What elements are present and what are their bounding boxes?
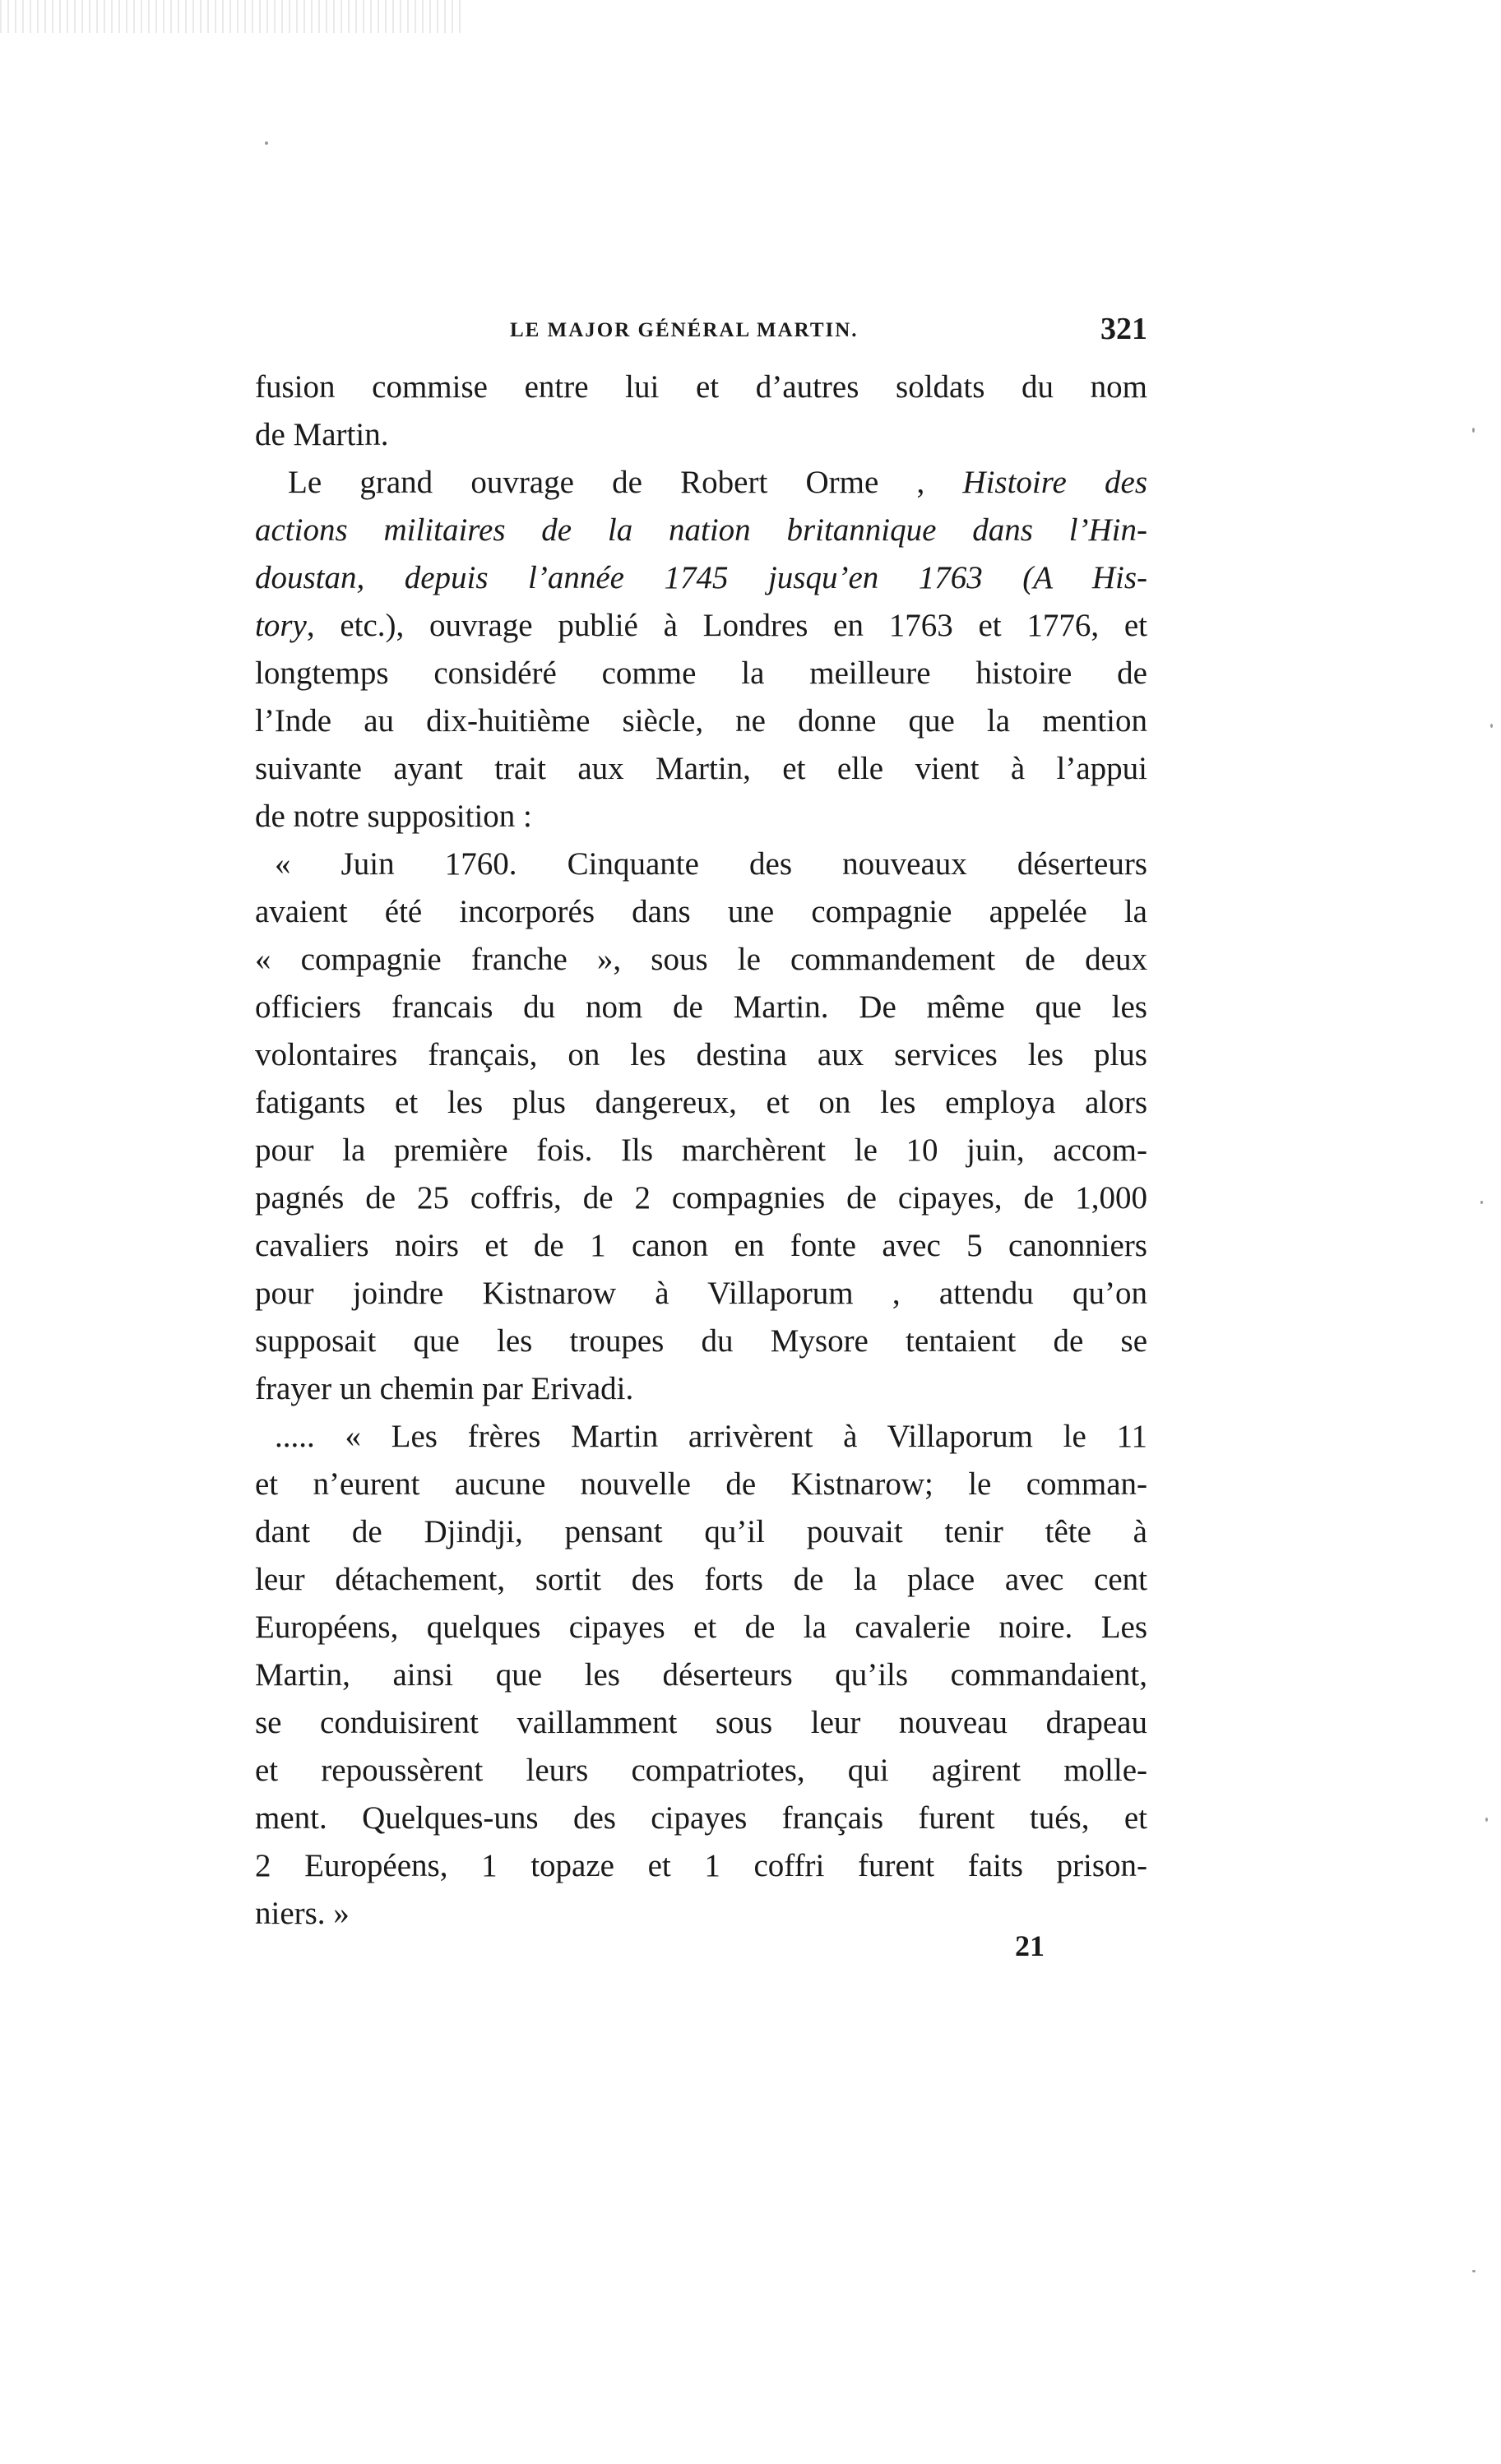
text-line: et repoussèrent leurs compatriotes, qui agirent molle-	[255, 1753, 1147, 1788]
text-line: officiers francais du nom de Martin. De même que les	[255, 989, 1147, 1025]
text-line: et n’eurent aucune nouvelle de Kistnarow; le comman-	[255, 1466, 1147, 1502]
scan-speck	[1490, 724, 1493, 728]
text-line: fatigants et les plus dangereux, et on les employa alors	[255, 1085, 1147, 1120]
text-line: avaient été incorporés dans une compagnie appelée la	[255, 894, 1147, 929]
text-line: cavaliers noirs et de 1 canon en fonte avec 5 canonniers	[255, 1228, 1147, 1263]
text-line: pour joindre Kistnarow à Villaporum , attendu qu’on	[255, 1276, 1147, 1311]
text-line: Européens, quelques cipayes et de la cavalerie noire. Les	[255, 1609, 1147, 1645]
text-line: pagnés de 25 coffris, de 2 compagnies de cipayes, de 1,000	[255, 1180, 1147, 1216]
text-line: niers. »	[255, 1896, 350, 1931]
scan-speck	[1472, 428, 1475, 433]
text-line	[255, 459, 1147, 507]
text-line: volontaires français, on les destina aux services les plus	[255, 1037, 1147, 1072]
scan-speck	[1485, 1818, 1488, 1822]
text-segment: Le grand ouvrage de Robert Orme ,	[288, 465, 963, 500]
text-line: longtemps considéré comme la meilleure histoire de	[255, 655, 1147, 691]
text-line: l’Inde au dix-huitième siècle, ne donne que la mention	[255, 703, 1147, 739]
page-number: 321	[1100, 312, 1147, 346]
italic-title: tory	[255, 608, 307, 643]
text-line: se conduisirent vaillamment sous leur nouveau drapeau	[255, 1705, 1147, 1740]
text-segment: , etc.), ouvrage publié à Londres en 1763 et 1776, et	[306, 608, 1147, 643]
text-line: Martin, ainsi que les déserteurs qu’ils commandaient,	[255, 1657, 1147, 1693]
scan-edge-noise	[0, 0, 461, 33]
italic-title: doustan, depuis l’année 1745 jusqu’en 1763 (A His-	[255, 560, 1147, 595]
scan-speck	[1480, 1201, 1483, 1204]
running-head	[255, 311, 1147, 352]
text-line: frayer un chemin par Erivadi.	[255, 1371, 634, 1406]
text-line: supposait que les troupes du Mysore tentaient de se	[255, 1323, 1147, 1359]
text-line: de notre supposition :	[255, 799, 532, 834]
running-title: LE MAJOR GÉNÉRAL MARTIN.	[510, 319, 859, 341]
text-line	[255, 602, 1147, 650]
text-line: leur détachement, sortit des forts de la place avec cent	[255, 1562, 1147, 1597]
text-line: ..... « Les frères Martin arrivèrent à Villaporum le 11	[275, 1419, 1147, 1454]
text-line: ment. Quelques-uns des cipayes français furent tués, et	[255, 1800, 1147, 1836]
text-line	[255, 507, 1147, 554]
text-line: suivante ayant trait aux Martin, et elle vient à l’appui	[255, 751, 1147, 786]
italic-title: Histoire des	[962, 465, 1147, 500]
text-line: dant de Djindji, pensant qu’il pouvait tenir tête à	[255, 1514, 1147, 1549]
text-line: pour la première fois. Ils marchèrent le 10 juin, accom-	[255, 1132, 1147, 1168]
text-line: de Martin.	[255, 417, 389, 452]
text-line	[255, 554, 1147, 602]
text-line: 2 Européens, 1 topaze et 1 coffri furent faits prison-	[255, 1848, 1147, 1883]
text-line: « Juin 1760. Cinquante des nouveaux déserteurs	[275, 846, 1147, 882]
text-line: fusion commise entre lui et d’autres soldats du nom	[255, 369, 1147, 405]
text-line: « compagnie franche », sous le commandement de deux	[255, 942, 1147, 977]
body-text	[255, 364, 1147, 1938]
italic-title: actions militaires de la nation britannique dans l’Hin-	[255, 512, 1147, 548]
signature-mark: 21	[1015, 1929, 1045, 1962]
scan-speck	[265, 141, 268, 145]
scan-speck	[1472, 2270, 1476, 2272]
